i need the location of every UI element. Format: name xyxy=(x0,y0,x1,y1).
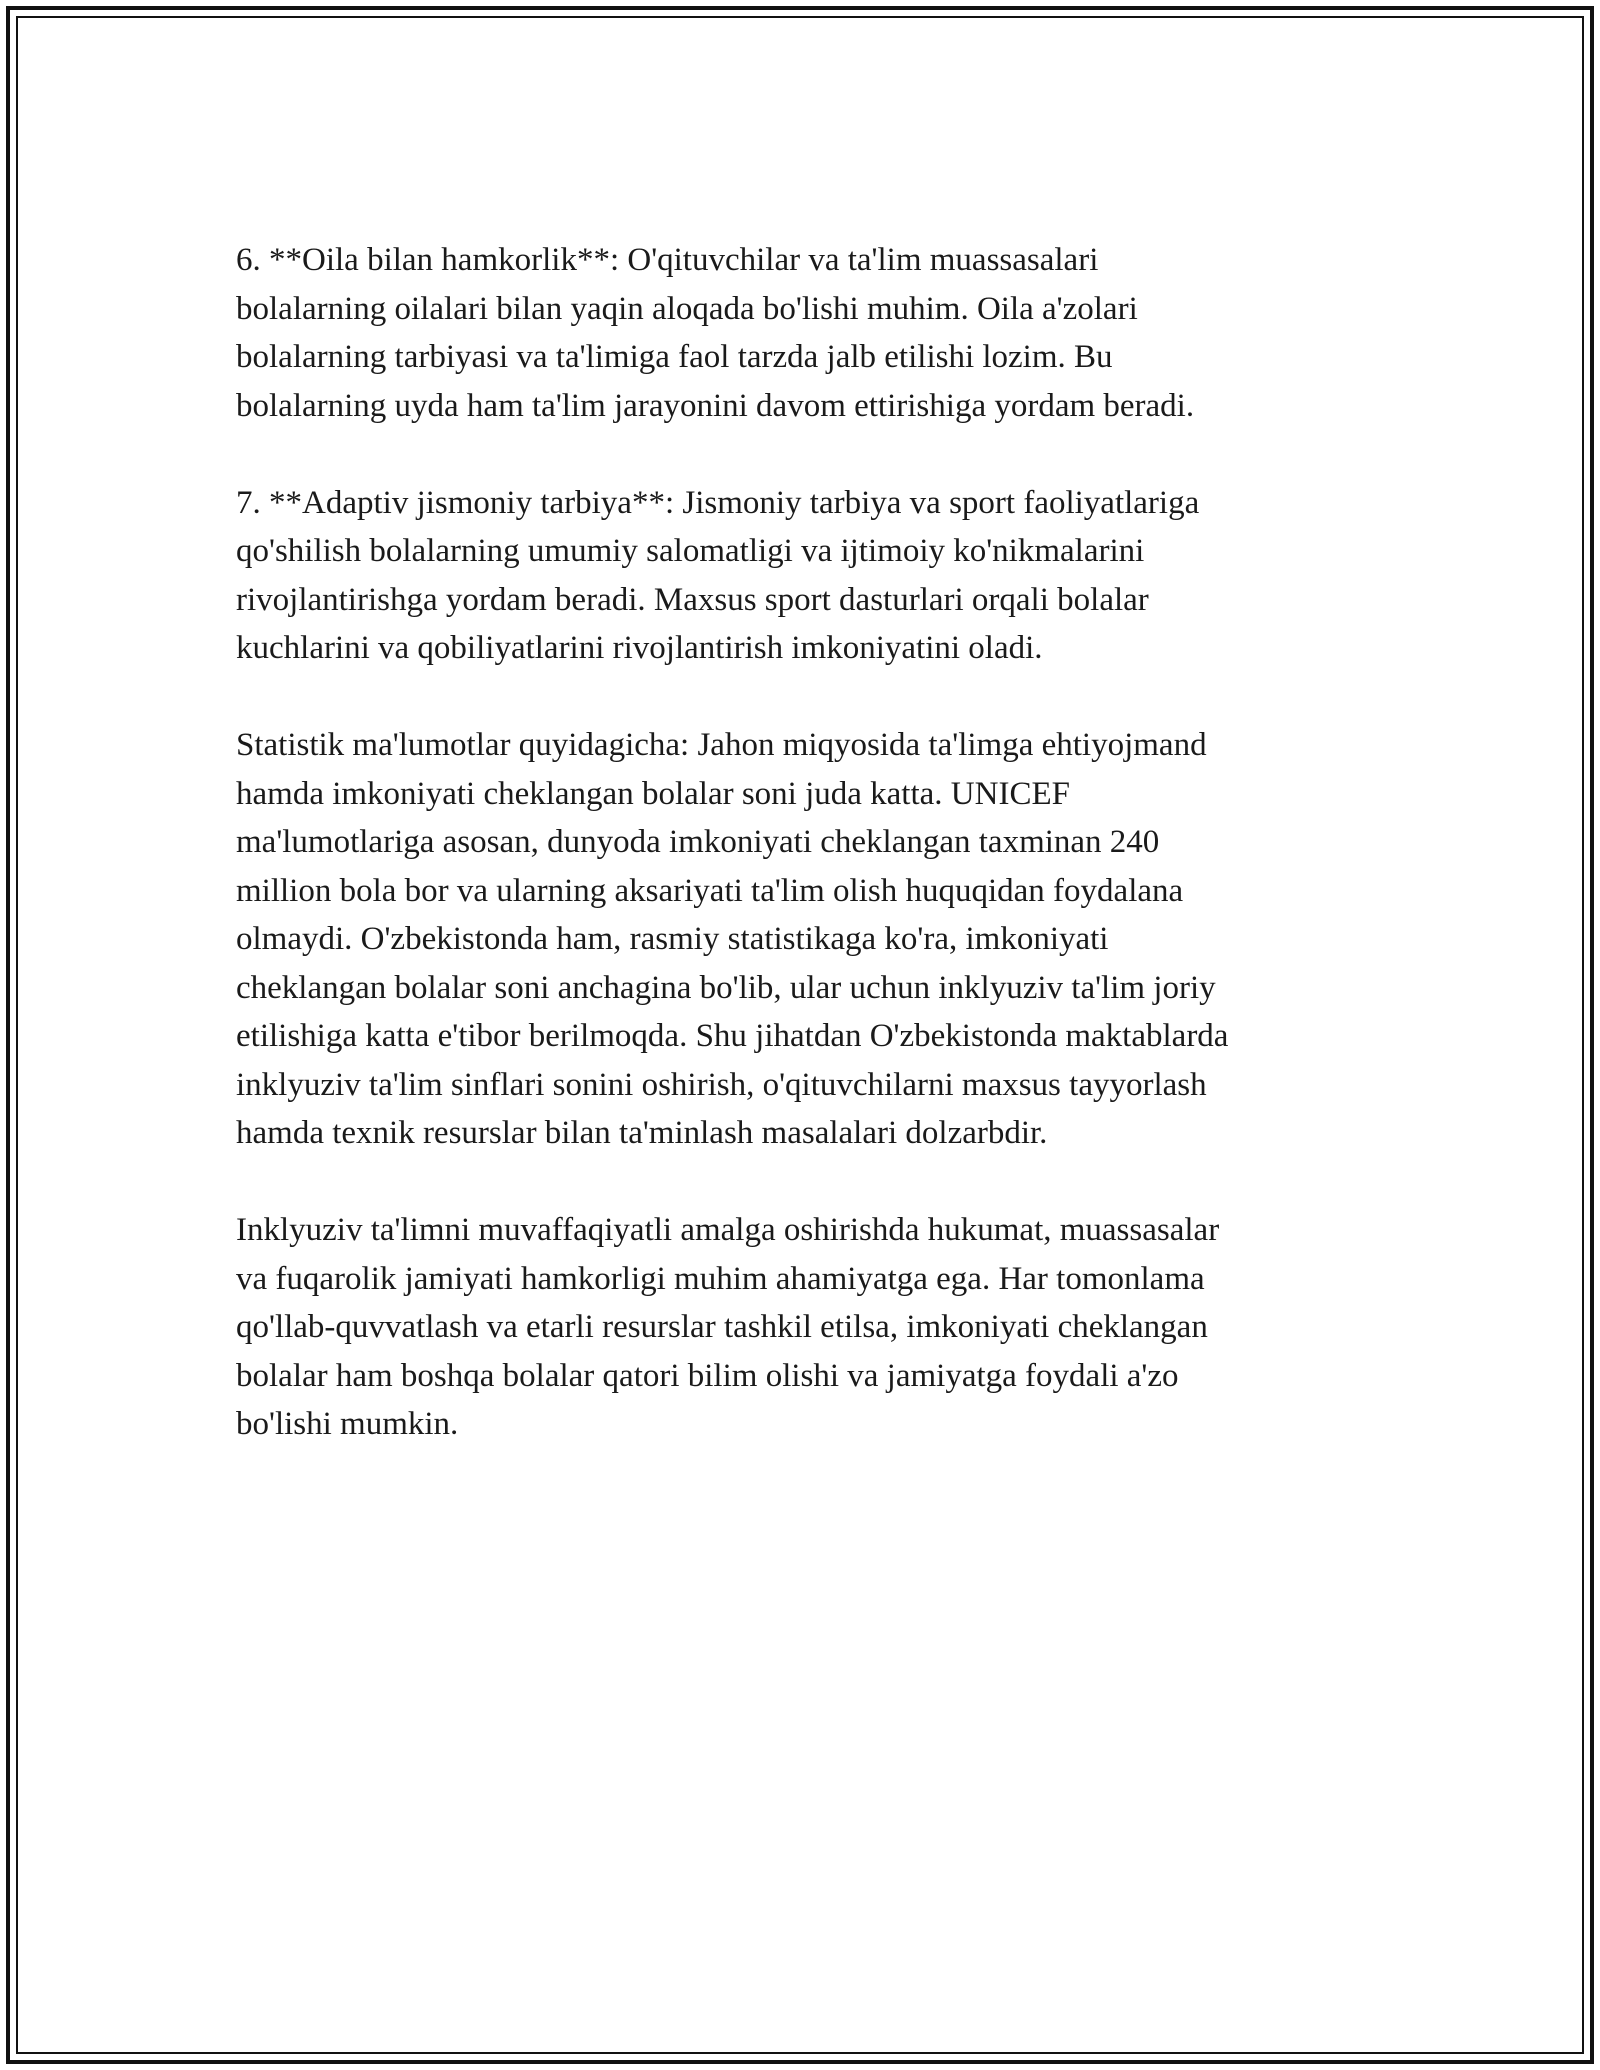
text-line: million bola bor va ularning aksariyati ta'lim olish huquqidan foydalana xyxy=(236,872,1184,909)
text-line: inklyuziv ta'lim sinflari sonini oshirish, o'qituvchilarni maxsus tayyorlash xyxy=(236,1066,1207,1103)
text-line: Inklyuziv ta'limni muvaffaqiyatli amalga oshirishda hukumat, muassasalar xyxy=(236,1212,1220,1248)
text-line: 7. **Adaptiv jismoniy tarbiya**: Jismoniy tarbiya va sport faoliyatlariga xyxy=(236,484,1200,521)
text-line: etilishiga katta e'tibor berilmoqda. Shu jihatdan O'zbekistonda maktablarda xyxy=(236,1018,1229,1054)
text-line: olmaydi. O'zbekistonda ham, rasmiy statistikaga ko'ra, imkoniyati xyxy=(236,921,1109,957)
text-line: Statistik ma'lumotlar quyidagicha: Jahon miqyosida ta'limga ehtiyojmand xyxy=(236,727,1207,763)
text-line: ma'lumotlariga asosan, dunyoda imkoniyati cheklangan taxminan 240 xyxy=(236,824,1160,860)
text-line: bolalarning tarbiyasi va ta'limiga faol tarzda jalb etilishi lozim. Bu xyxy=(236,339,1113,375)
text-line: bolalarning oilalari bilan yaqin aloqada bo'lishi muhim. Oila a'zolari xyxy=(236,290,1138,327)
document-body xyxy=(236,236,1366,1497)
text-line: qo'shilish bolalarning umumiy salomatligi va ijtimoiy ko'nikmalarini xyxy=(236,533,1145,569)
paragraph-conclusion xyxy=(236,1206,1366,1449)
paragraph-family-cooperation xyxy=(236,236,1366,430)
text-line: va fuqarolik jamiyati hamkorligi muhim ahamiyatga ega. Har tomonlama xyxy=(236,1260,1205,1297)
text-line: bolalar ham boshqa bolalar qatori bilim olishi va jamiyatga foydali a'zo xyxy=(236,1357,1179,1394)
text-line: bolalarning uyda ham ta'lim jarayonini davom ettirishiga yordam beradi. xyxy=(236,387,1195,424)
text-line: bo'lishi mumkin. xyxy=(236,1406,459,1442)
text-line: qo'llab-quvvatlash va etarli resurslar tashkil etilsa, imkoniyati cheklangan xyxy=(236,1309,1208,1345)
text-line: rivojlantirishga yordam beradi. Maxsus sport dasturlari orqali bolalar xyxy=(236,581,1149,618)
text-line: kuchlarini va qobiliyatlarini rivojlantirish imkoniyatini oladi. xyxy=(236,630,1043,666)
text-line: hamda imkoniyati cheklangan bolalar soni juda katta. UNICEF xyxy=(236,775,1070,812)
text-line: hamda texnik resurslar bilan ta'minlash masalalari dolzarbdir. xyxy=(236,1115,1048,1151)
text-line: cheklangan bolalar soni anchagina bo'lib, ular uchun inklyuziv ta'lim joriy xyxy=(236,969,1216,1006)
paragraph-statistics xyxy=(236,721,1366,1158)
text-line: 6. **Oila bilan hamkorlik**: O'qituvchilar va ta'lim muassasalari xyxy=(236,242,1099,278)
paragraph-adaptive-physical-education xyxy=(236,479,1366,673)
